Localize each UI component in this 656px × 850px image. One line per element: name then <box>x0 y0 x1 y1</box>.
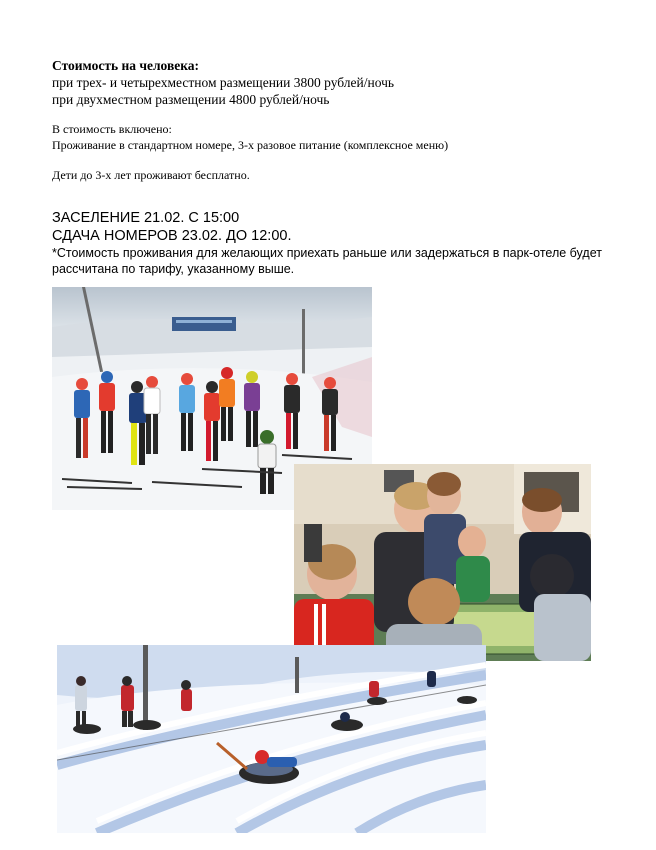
snow-tubing-photo <box>57 645 486 833</box>
checkout-time: СДАЧА НОМЕРОВ 23.02. ДО 12:00. <box>52 228 292 244</box>
included-text: Проживание в стандартном номере, 3-х разовое питание (комплексное меню) <box>52 138 449 152</box>
pricing-note: *Стоимость проживания для желающих приехать раньше или задержаться в парк-отеле будет рассчитана по тарифу, указанному выше. <box>52 246 602 276</box>
price-line-triple: при трех- и четырехместном размещении 3800 рублей/ночь <box>52 75 395 90</box>
board-game-photo <box>294 464 591 661</box>
price-line-double: при двухместном размещении 4800 рублей/ночь <box>52 92 330 107</box>
included-heading: В стоимость включено: <box>52 122 172 136</box>
checkin-time: ЗАСЕЛЕНИЕ 21.02. С 15:00 <box>52 210 240 226</box>
kids-free-text: Дети до 3-х лет проживают бесплатно. <box>52 168 250 182</box>
price-heading: Стоимость на человека: <box>52 58 200 73</box>
